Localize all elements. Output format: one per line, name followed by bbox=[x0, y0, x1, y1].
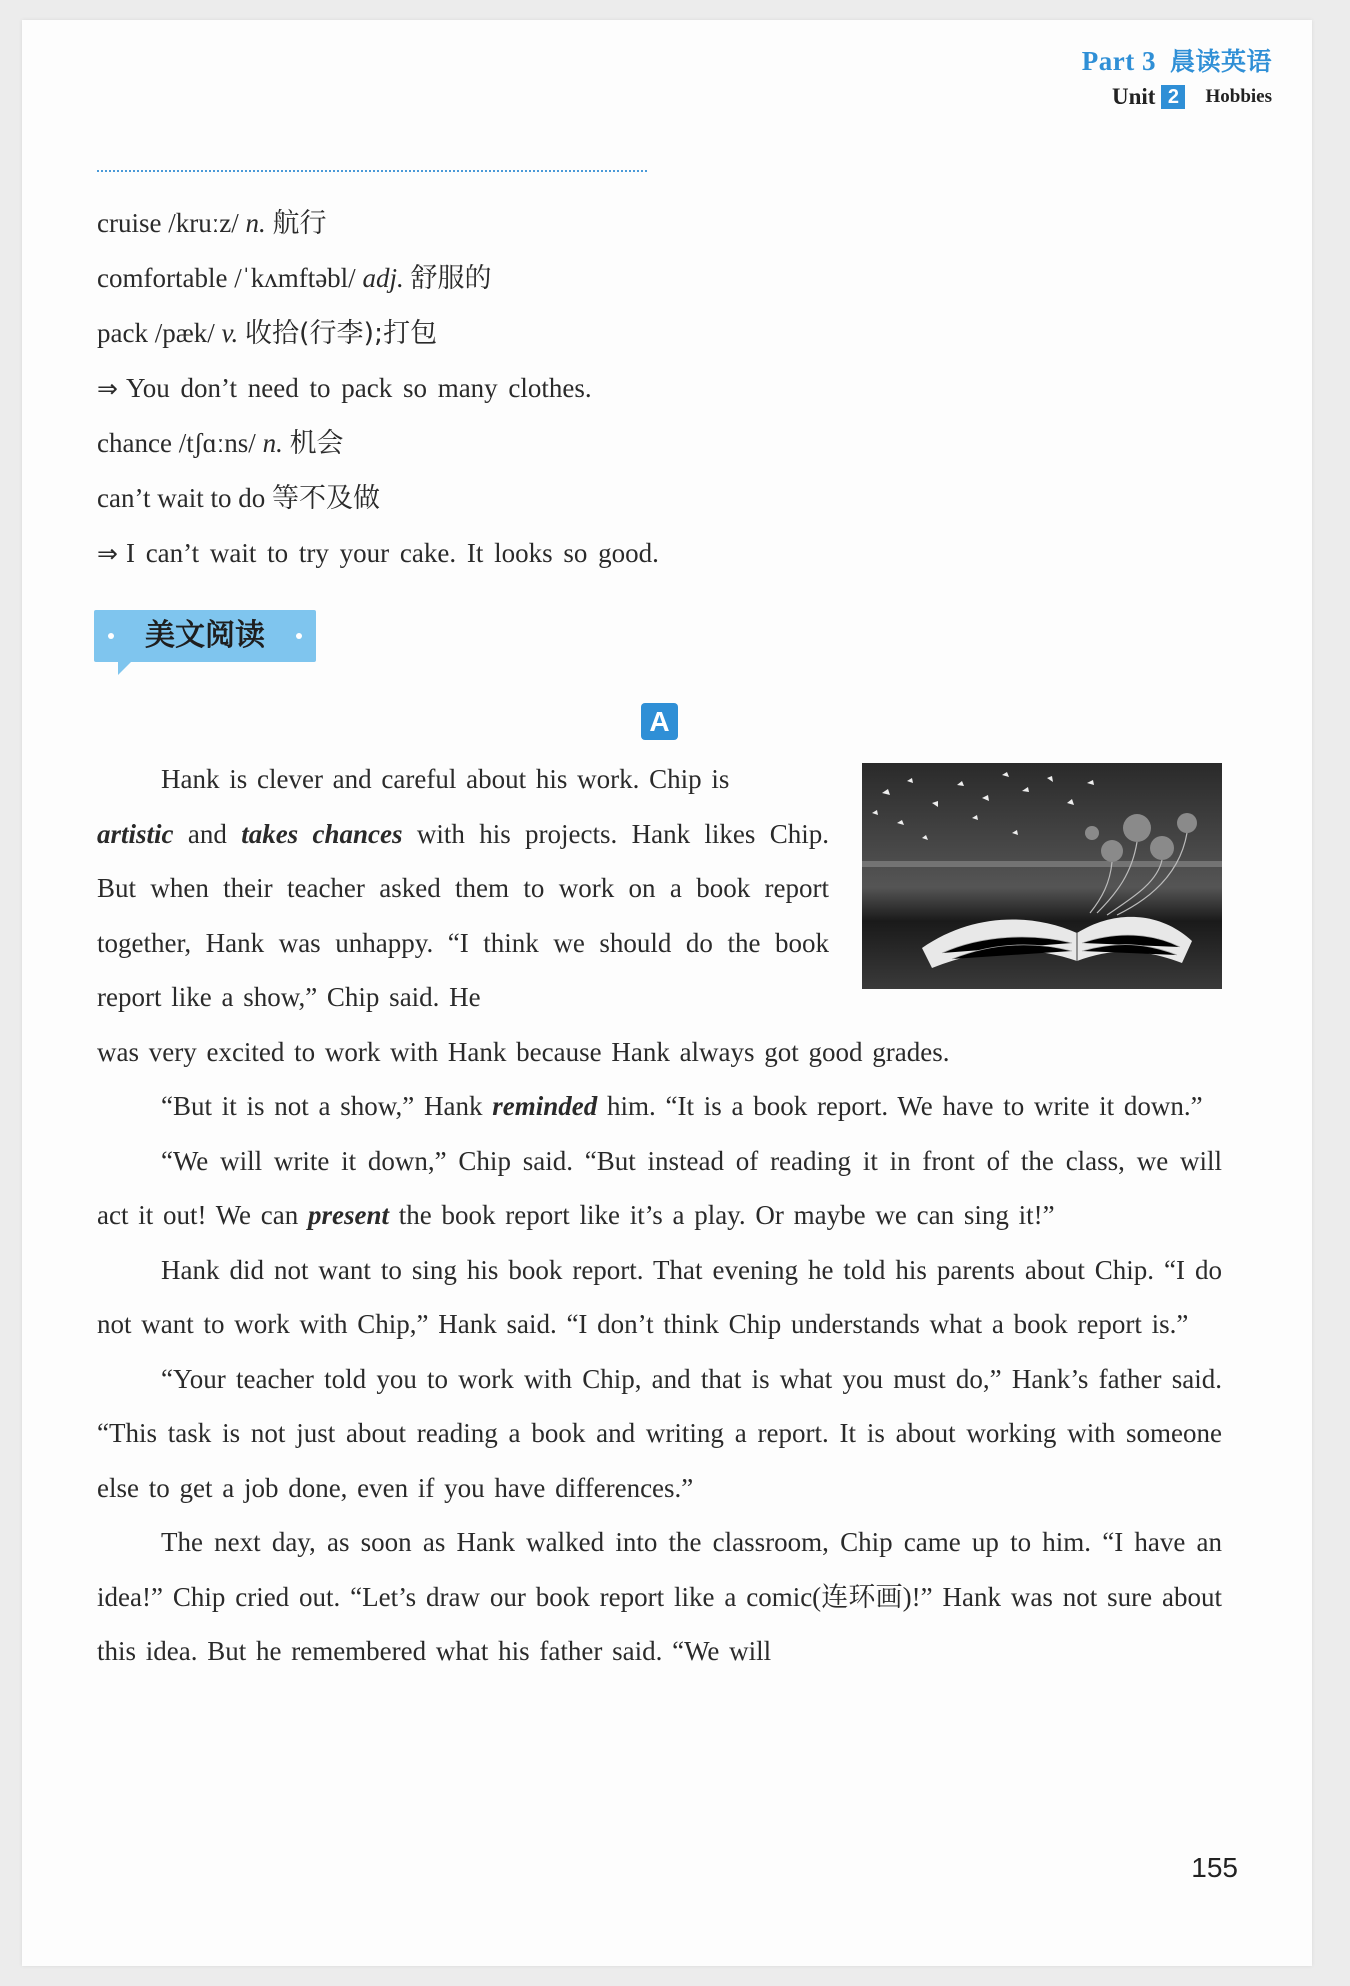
vocab-meaning: 收拾(行李);打包 bbox=[244, 318, 438, 349]
vocab-word: chance bbox=[97, 428, 172, 458]
vocab-entry bbox=[97, 251, 1097, 306]
example-sentence: I can’t wait to try your cake. It looks so good. bbox=[125, 538, 659, 568]
vocabulary-list bbox=[97, 196, 1097, 581]
running-header bbox=[1082, 42, 1272, 110]
paragraph bbox=[97, 1079, 1222, 1134]
section-tag bbox=[94, 610, 316, 662]
vocab-highlight: artistic bbox=[97, 818, 174, 849]
text-run: “But it is not a show,” Hank bbox=[161, 1091, 493, 1121]
vocab-phonetic: /kruːz/ bbox=[168, 208, 239, 238]
paragraph-continued bbox=[97, 807, 829, 1025]
unit-topic: Hobbies bbox=[1205, 86, 1272, 107]
vocab-example bbox=[97, 361, 1097, 416]
vocab-word: comfortable bbox=[97, 263, 228, 293]
text-run: with his projects. Hank likes Chip. But when their teacher asked them to work on a book report together, Hank was unhappy. “I think we should do the book report like a show,” Chip said. He bbox=[97, 818, 830, 1012]
vocab-word: pack bbox=[97, 318, 148, 348]
text-run: the book report like it’s a play. Or maybe we can sing it!” bbox=[389, 1200, 1055, 1230]
vocab-meaning: 等不及做 bbox=[271, 483, 380, 514]
vocab-phrase: can’t wait to do bbox=[97, 483, 266, 513]
paragraph bbox=[97, 1134, 1222, 1243]
vocab-meaning: 航行 bbox=[272, 208, 327, 239]
vocab-pos: v. bbox=[221, 318, 239, 348]
vocab-example bbox=[97, 526, 1097, 581]
vocab-pos: n. bbox=[245, 208, 266, 238]
paragraph: Hank did not want to sing his book report. That evening he told his parents about Chip. “I do not want to work with Chip,” Hank said. “I don’t think Chip understands what a book report is.” bbox=[97, 1254, 1222, 1339]
paragraph: The next day, as soon as Hank walked into the classroom, Chip came up to him. “I have an idea!” Chip cried out. “Let’s draw our book report like a comic(连环画)!” Hank was not sure about this idea. But he remembered what his father said. “We will bbox=[97, 1527, 1222, 1666]
vocab-pos: adj. bbox=[362, 263, 404, 293]
unit-number-badge: 2 bbox=[1161, 85, 1185, 109]
vocab-highlight: reminded bbox=[492, 1091, 598, 1121]
vocab-phonetic: /ˈkʌmftəbl/ bbox=[234, 263, 356, 293]
dotted-divider bbox=[97, 170, 647, 172]
part-label: Part 3 bbox=[1081, 46, 1156, 76]
text-run: “We will write it down,” Chip said. “But instead of reading it in front of the class, we will act it out! We can bbox=[97, 1145, 1222, 1230]
vocab-phonetic: /pæk/ bbox=[154, 318, 215, 348]
dot-icon bbox=[296, 633, 302, 639]
paragraph: “Your teacher told you to work with Chip, and that is what you must do,” Hank’s father said. “This task is not just about reading a book and writing a report. It is about working with someone else to get a job done, even if you have differences.” bbox=[97, 1363, 1222, 1503]
text-run: and bbox=[173, 818, 242, 849]
arrow-icon: ⇒ bbox=[97, 539, 118, 568]
vocab-meaning: 机会 bbox=[289, 428, 344, 459]
text-run: him. “It is a book report. We have to write it down.” bbox=[597, 1091, 1203, 1121]
vocab-entry bbox=[97, 306, 1097, 361]
part-title: 晨读英语 bbox=[1169, 47, 1272, 76]
vocab-word: cruise bbox=[97, 208, 162, 238]
vocab-highlight: present bbox=[308, 1200, 390, 1230]
vocab-meaning: 舒服的 bbox=[410, 263, 492, 294]
vocab-highlight: takes chances bbox=[241, 818, 403, 849]
paragraph: Hank is clever and careful about his work. Chip is bbox=[161, 764, 730, 794]
part-heading bbox=[1082, 42, 1272, 78]
example-sentence: You don’t need to pack so many clothes. bbox=[125, 373, 592, 403]
passage-label: A bbox=[641, 703, 678, 740]
section-title: 美文阅读 bbox=[145, 618, 265, 653]
vocab-pos: n. bbox=[262, 428, 283, 458]
vocab-phonetic: /tʃɑːns/ bbox=[178, 428, 256, 458]
paragraph-continued: was very excited to work with Hank because Hank always got good grades. bbox=[97, 1036, 950, 1067]
unit-heading bbox=[1082, 84, 1272, 110]
vocab-entry bbox=[97, 471, 1097, 526]
reading-passage bbox=[97, 752, 1222, 1679]
vocab-entry bbox=[97, 416, 1097, 471]
vocab-entry bbox=[97, 196, 1097, 251]
arrow-icon: ⇒ bbox=[97, 374, 118, 403]
text-beside-image bbox=[97, 752, 829, 1025]
unit-label: Unit bbox=[1112, 84, 1156, 109]
page-number: 155 bbox=[1191, 1852, 1238, 1883]
